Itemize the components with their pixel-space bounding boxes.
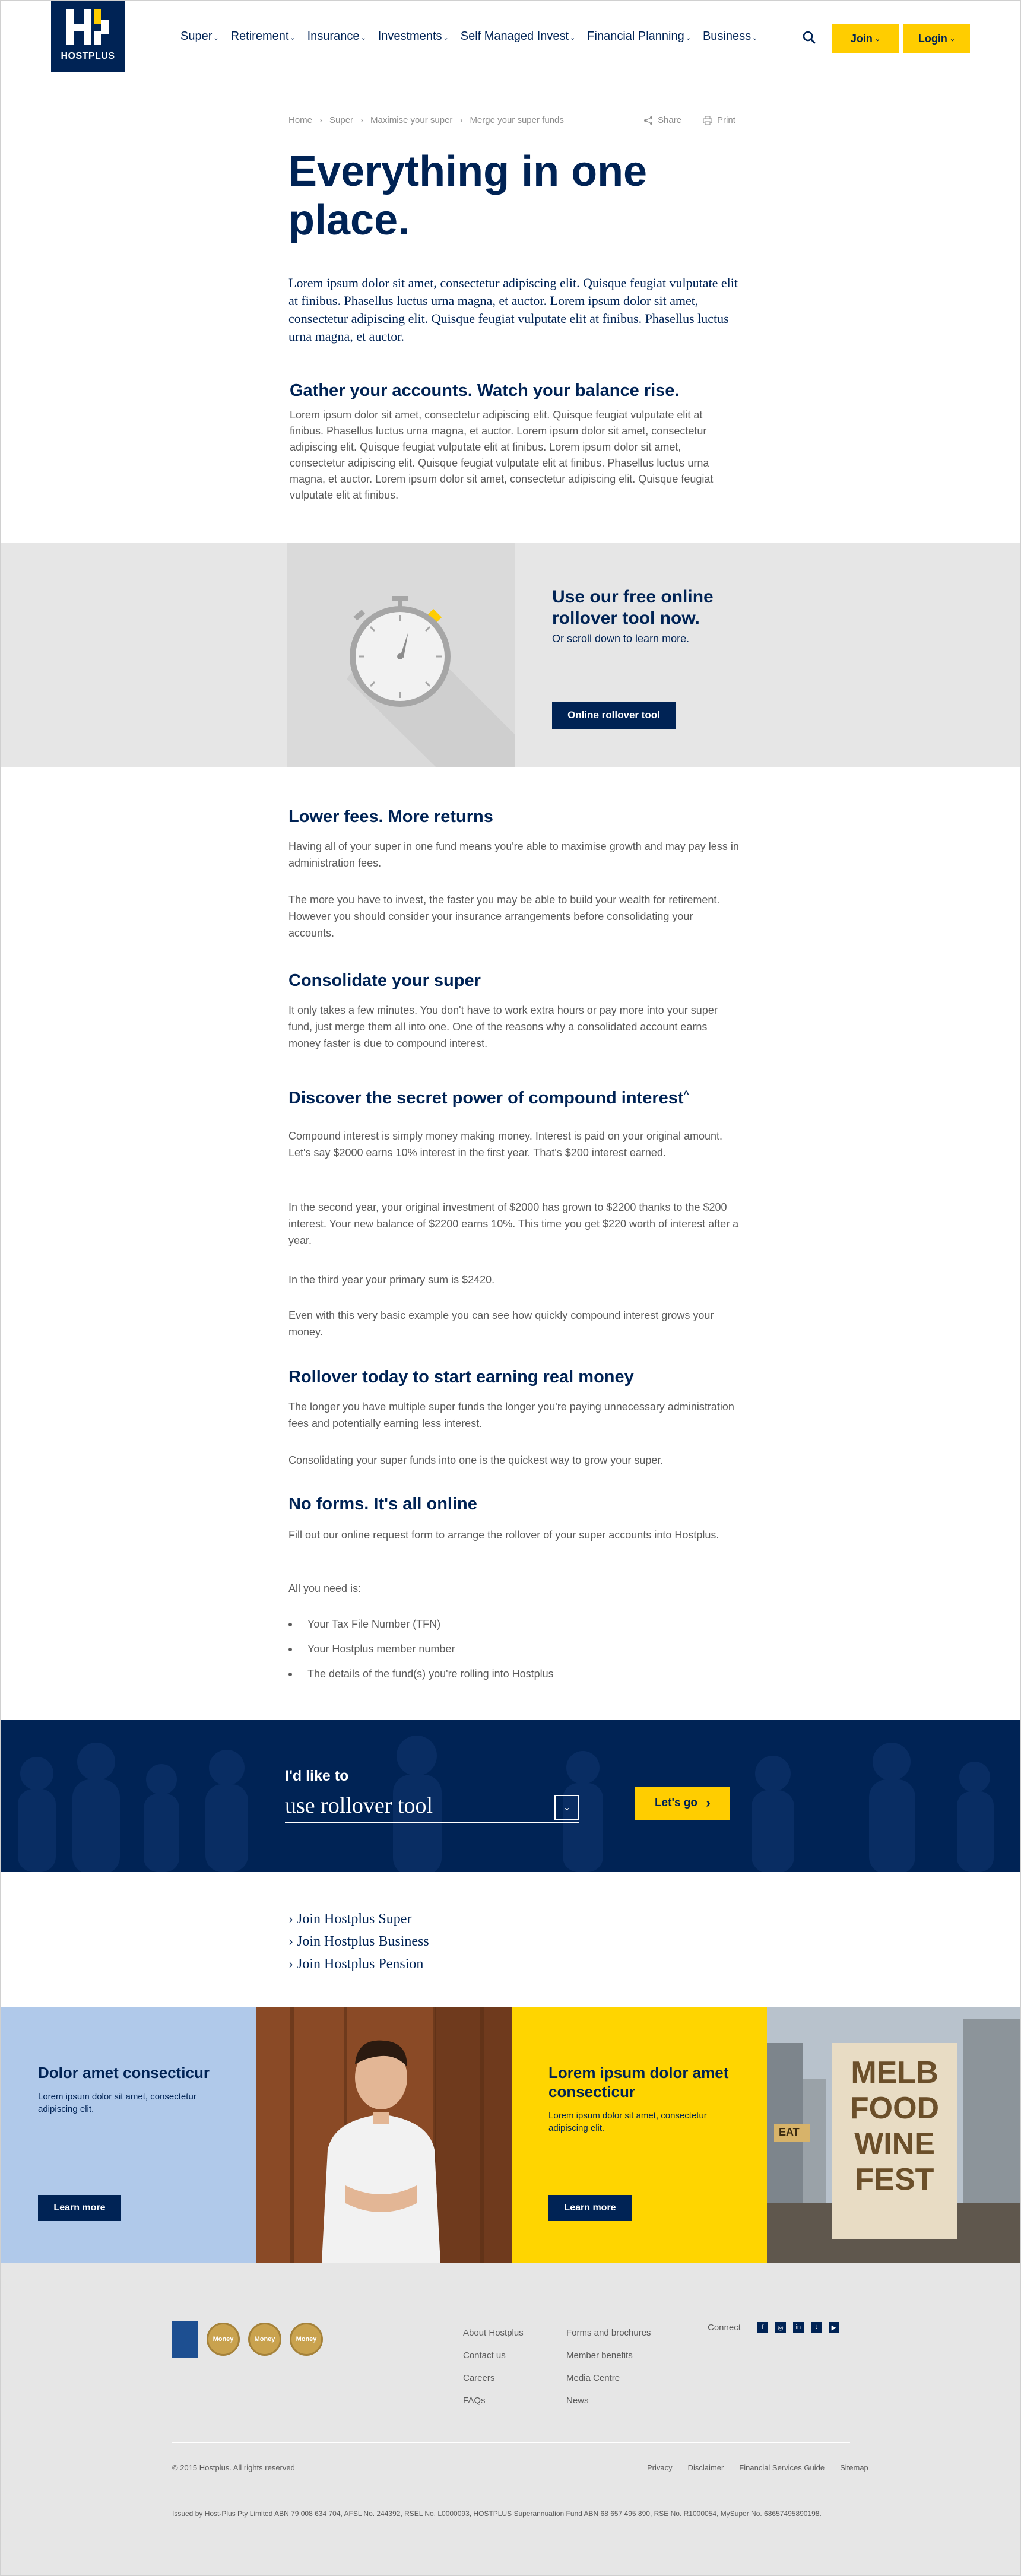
share-button[interactable] [643, 115, 681, 125]
gather-heading: Gather your accounts. Watch your balance rise. [290, 381, 680, 400]
rollover-band-subtitle: Or scroll down to learn more. [552, 633, 690, 645]
consolidate-heading: Consolidate your super [288, 971, 481, 990]
breadcrumb-current: Merge your super funds [470, 115, 564, 125]
consolidate-paragraph: It only takes a few minutes. You don't have to work extra hours or pay more into your super fund, just merge them all into one. One of the reasons why a consolidated account earns money faster is due to compound interest. [288, 1004, 718, 1049]
chevron-down-icon: ⌄ [554, 1795, 579, 1820]
compound-paragraph-3: In the third year your primary sum is $2420. [288, 1274, 495, 1286]
rollover-heading: Rollover today to start earning real money [288, 1368, 634, 1387]
promo-photo-chef [256, 2007, 513, 2263]
page-title: Everything in one place. [288, 148, 648, 244]
fees-heading: Lower fees. More returns [288, 807, 493, 826]
compound-heading: Discover the secret power of compound interest^ [288, 1089, 689, 1108]
food-fest-line: FEST [855, 2162, 934, 2197]
linkedin-icon[interactable]: in [793, 2322, 804, 2333]
footer-link-contact[interactable]: Contact us [463, 2350, 506, 2361]
nav-item-insurance[interactable]: Insurance ⌄ [307, 30, 366, 43]
footer-link-about[interactable]: About Hostplus [463, 2328, 524, 2338]
rollover-paragraph-2: Consolidating your super funds into one is the quickest way to grow your super. [288, 1454, 664, 1466]
food-fest-line: FOOD [849, 2091, 940, 2125]
site-footer [1, 2263, 1021, 2576]
main-nav [180, 30, 769, 43]
gather-body: Lorem ipsum dolor sit amet, consectetur adipiscing elit. Quisque feugiat vulputate elit at finibus. Phasellus luctus urna magna, et auctor. Lorem ipsum dolor sit amet, consectetur adipiscing elit. Quisque feugiat vulputate elit at finibus. Lorem ipsum dolor sit amet, consectetur adipiscing elit. Quisque feugiat vulputate elit at finibus. Phasellus luctus urna magna, et auctor. Lorem ipsum dolor sit amet, consectetur adipiscing elit. Quisque feugiat vulputate elit at finibus. [290, 409, 714, 501]
issuer-statement: Issued by Host-Plus Pty Limited ABN 79 008 634 704, AFSL No. 244392, RSEL No. L0000093, HOSTPLUS Superannuation Fund ABN 68 657 495 890, RSE No. R1000054, MySuper No. 68657495890198. [172, 2510, 822, 2518]
nav-item-business[interactable]: Business ⌄ [702, 30, 758, 43]
compound-paragraph-2: In the second year, your original investment of $2000 has grown to $2200 thanks to the $200 interest. Your new balance of $2200 earns 10%. This time you get $220 worth of interest after a year. [288, 1201, 739, 1246]
chevron-right-icon: › [706, 1795, 711, 1811]
action-select[interactable] [285, 1788, 579, 1823]
rollover-paragraph-1: The longer you have multiple super funds the longer you're paying unnecessary administration fees and potentially earning less interest. [288, 1401, 734, 1429]
award-badge-square [172, 2321, 198, 2358]
search-icon[interactable] [801, 30, 817, 45]
print-button[interactable] [703, 115, 735, 125]
list-item: Your Tax File Number (TFN) [288, 1616, 554, 1632]
footer-link-member-benefits[interactable]: Member benefits [566, 2350, 633, 2361]
chevron-down-icon: ⌄ [443, 34, 449, 42]
chef-photo [256, 2007, 513, 2263]
food-fest-sign [838, 2055, 951, 2197]
join-pension-link[interactable]: › Join Hostplus Pension [288, 1956, 424, 1972]
promo-tile-3-text: Lorem ipsum dolor sit amet, consectetur adipiscing elit. [548, 2111, 707, 2133]
footer-column-1 [463, 2322, 524, 2412]
fees-paragraph-1: Having all of your super in one fund means you're able to maximise growth and may pay less in administration fees. [288, 840, 739, 869]
print-label: Print [717, 115, 735, 125]
copyright: © 2015 Hostplus. All rights reserved [172, 2463, 295, 2472]
breadcrumb [288, 115, 564, 125]
online-rollover-tool-button[interactable]: Online rollover tool [552, 702, 676, 729]
intro-lead: Lorem ipsum dolor sit amet, consectetur adipiscing elit. Quisque feugiat vulputate elit at finibus. Phasellus luctus urna magna, et auctor. Lorem ipsum dolor sit amet, consectetur adipiscing elit. Quisque feugiat vulputate elit at finibus. Phasellus luctus urna magna, et auctor. [288, 275, 738, 344]
legal-link-fsg[interactable]: Financial Services Guide [739, 2463, 825, 2472]
join-super-link[interactable]: › Join Hostplus Super [288, 1911, 412, 1927]
chevron-down-icon: ⌄ [752, 34, 758, 42]
join-business-link[interactable]: › Join Hostplus Business [288, 1934, 429, 1949]
fees-paragraph-2: The more you have to invest, the faster you may be able to build your wealth for retirement. However you should consider your insurance arrangements before consolidating your accounts. [288, 894, 720, 939]
connect-label: Connect [708, 2322, 741, 2333]
footer-link-media-centre[interactable]: Media Centre [566, 2373, 620, 2383]
join-button[interactable]: Join ⌄ [832, 24, 899, 53]
no-forms-heading: No forms. It's all online [288, 1495, 477, 1514]
stopwatch-illustration [287, 543, 515, 767]
nav-item-retirement[interactable]: Retirement ⌄ [230, 30, 296, 43]
rollover-band-title: Use our free online rollover tool now. [552, 587, 714, 628]
cta-label: I'd like to [285, 1768, 349, 1784]
legal-link-sitemap[interactable]: Sitemap [840, 2463, 868, 2472]
logo-text: HOSTPLUS [61, 51, 115, 61]
chevron-down-icon: ⌄ [360, 34, 366, 42]
chevron-down-icon: ⌄ [213, 34, 219, 42]
footer-divider [172, 2442, 850, 2443]
food-fest-line: WINE [854, 2127, 935, 2161]
chevron-down-icon: ⌄ [685, 34, 691, 42]
promo-tile-3-title: Lorem ipsum dolor amet consecticur [548, 2064, 729, 2101]
instagram-icon[interactable]: ◎ [775, 2322, 786, 2333]
breadcrumb-maximise[interactable]: Maximise your super [370, 115, 453, 125]
youtube-icon[interactable]: ▶ [829, 2322, 839, 2333]
nav-item-self-managed-invest[interactable]: Self Managed Invest ⌄ [460, 30, 576, 43]
join-links [288, 1908, 429, 1975]
footer-column-2 [566, 2322, 651, 2412]
breadcrumb-home[interactable]: Home [288, 115, 313, 125]
money-award-badge: Money [207, 2323, 240, 2356]
food-fest-line: MELB [851, 2055, 938, 2090]
footer-link-faqs[interactable]: FAQs [463, 2396, 486, 2406]
breadcrumb-separator: › [319, 115, 323, 125]
list-item: Your Hostplus member number [288, 1641, 554, 1657]
compound-paragraph-4: Even with this very basic example you can see how quickly compound interest grows your money. [288, 1309, 714, 1338]
breadcrumb-separator: › [360, 115, 364, 125]
share-label: Share [658, 115, 682, 125]
share-icon [643, 116, 653, 125]
money-award-badge: Money [290, 2323, 323, 2356]
learn-more-button[interactable]: Learn more [548, 2195, 632, 2221]
nav-item-investments[interactable]: Investments ⌄ [378, 30, 449, 43]
twitter-icon[interactable]: t [811, 2322, 822, 2333]
print-icon [703, 116, 712, 125]
breadcrumb-separator: › [459, 115, 463, 125]
award-badges [172, 2321, 323, 2358]
money-award-badge: Money [248, 2323, 281, 2356]
promo-tile-1 [1, 2007, 258, 2263]
list-item: The details of the fund(s) you're rolling into Hostplus [288, 1665, 554, 1682]
logo-mark [66, 9, 109, 45]
chevron-down-icon: ⌄ [570, 34, 576, 42]
social-connect [708, 2322, 839, 2333]
facebook-icon[interactable]: f [757, 2322, 768, 2333]
footer-link-careers[interactable]: Careers [463, 2373, 495, 2383]
lets-go-button[interactable]: Let's go › [635, 1787, 730, 1820]
eat-sign: EAT [779, 2126, 800, 2138]
nav-item-super[interactable]: Super ⌄ [180, 30, 219, 43]
legal-link-privacy[interactable]: Privacy [647, 2463, 673, 2472]
site-header [1, 1, 1021, 74]
action-select-value: use rollover tool [285, 1793, 433, 1818]
login-button[interactable]: Login ⌄ [903, 24, 970, 53]
compound-paragraph-1: Compound interest is simply money making money. Interest is paid on your original amount. Let's say $2000 earns 10% interest in the first year. That's $200 interest earned. [288, 1130, 723, 1159]
promo-tile-1-text: Lorem ipsum dolor sit amet, consectetur adipiscing elit. [38, 2092, 196, 2114]
legal-links [647, 2463, 868, 2472]
footer-link-forms[interactable]: Forms and brochures [566, 2328, 651, 2338]
no-forms-paragraph-1: Fill out our online request form to arrange the rollover of your super accounts into Hostplus. [288, 1529, 719, 1541]
promo-tile-1-title: Dolor amet consecticur [38, 2064, 210, 2082]
nav-item-financial-planning[interactable]: Financial Planning ⌄ [587, 30, 691, 43]
promo-tile-3 [512, 2007, 768, 2263]
stopwatch-icon [287, 543, 515, 767]
breadcrumb-super[interactable]: Super [329, 115, 354, 125]
learn-more-button[interactable]: Learn more [38, 2195, 121, 2221]
chevron-down-icon: ⌄ [290, 34, 296, 42]
chevron-down-icon: ⌄ [874, 35, 881, 43]
no-forms-paragraph-2: All you need is: [288, 1582, 362, 1594]
footer-link-news[interactable]: News [566, 2396, 589, 2406]
legal-link-disclaimer[interactable]: Disclaimer [687, 2463, 724, 2472]
page-actions [643, 115, 735, 125]
hostplus-logo[interactable] [51, 1, 125, 72]
promo-photo-food-wine-fest [767, 2007, 1021, 2263]
requirements-list [288, 1616, 554, 1690]
chevron-down-icon: ⌄ [949, 35, 956, 43]
